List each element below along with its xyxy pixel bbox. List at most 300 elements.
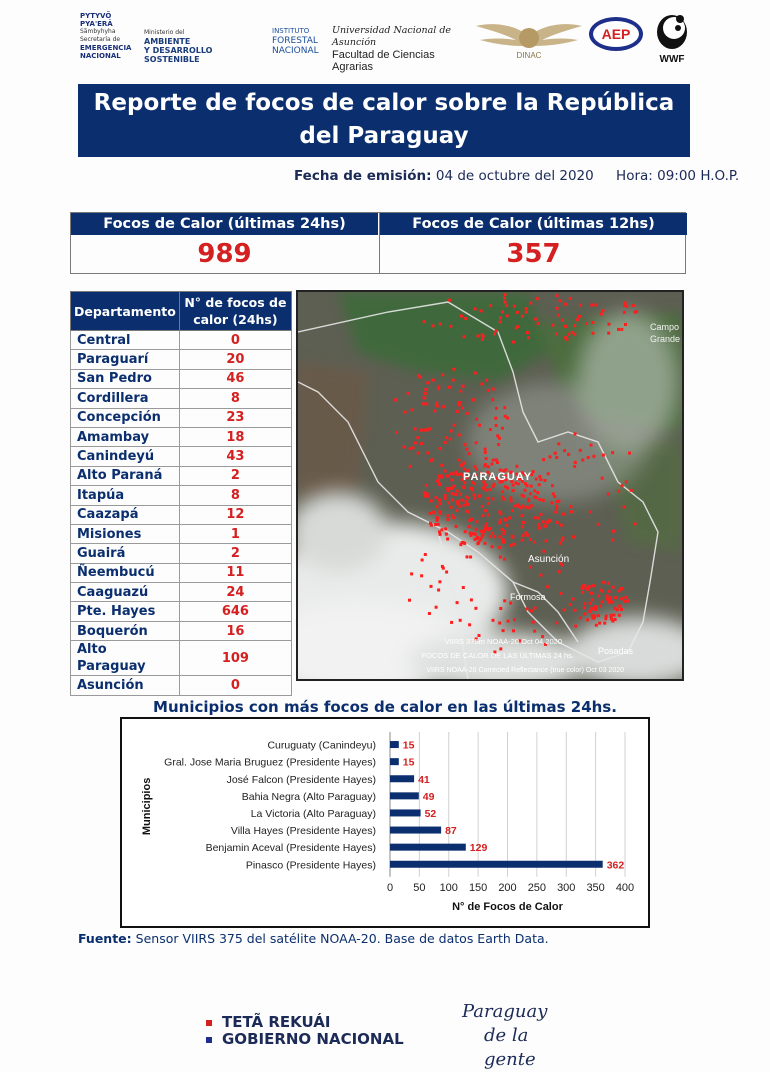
bar [390,809,421,816]
fire-spot [607,492,610,495]
fire-spot [521,539,524,542]
fire-spot [489,535,492,538]
fire-spot [590,304,593,307]
fire-spot [563,449,566,452]
fire-spot [435,606,438,609]
fire-spot [419,376,422,379]
fire-spot [453,424,456,427]
fire-spot [477,335,480,338]
fire-spot [478,494,481,497]
fire-spot [627,599,630,602]
fire-spot [624,596,627,599]
department-name: Cordillera [71,389,180,408]
fire-spot [583,602,586,605]
fire-spot [458,403,461,406]
fire-spot [484,525,487,528]
fire-spot [495,458,498,461]
fire-spot [591,598,594,601]
fire-spot [495,407,498,410]
fire-spot [468,525,471,528]
fire-spot [616,608,619,611]
fire-spot [503,518,506,521]
fire-spot [428,612,431,615]
fire-spot [527,499,530,502]
fire-spot [542,550,545,553]
table-row [71,544,292,563]
fire-spot [601,600,604,603]
logo-text: PYTYVÕ [80,12,112,20]
fire-spot [609,598,612,601]
data-label: 41 [418,773,430,786]
fire-spot [414,441,417,444]
fire-spot [521,514,524,517]
logo-text: Ministerio del [144,29,185,36]
fire-spot [430,499,433,502]
fire-spot [526,607,529,610]
fire-spot [609,614,612,617]
department-name: Caaguazú [71,583,180,602]
fire-spot [564,303,567,306]
fire-spot [510,499,513,502]
fire-spot [553,495,556,498]
map-label-grande: Grande [650,334,681,344]
bar [390,792,419,799]
fire-spot [447,514,450,517]
table-row [71,563,292,582]
fire-spot [407,392,410,395]
fire-spot [451,492,454,495]
table-row [71,447,292,466]
logo-text: INSTITUTO [272,27,310,35]
fire-spot [491,532,494,535]
fire-spot [611,601,614,604]
fire-spot [434,523,437,526]
fire-spot [583,584,586,587]
fire-spot [525,311,528,314]
fire-spot [459,543,462,546]
department-name: Concepción [71,408,180,427]
department-name: Central [71,331,180,350]
page-title: Reporte de focos de calor sobre la República del Paraguay [78,84,690,157]
fire-spot [499,556,502,559]
department-count: 16 [179,621,291,640]
fire-spot [444,497,447,500]
fire-spot [440,528,443,531]
fire-spot [409,447,412,450]
chart-title: Municipios con más focos de calor en las últimas 24hs. [153,698,617,716]
fire-spot [435,496,438,499]
fire-spot [498,535,501,538]
fire-spot [438,499,441,502]
fire-spot [554,452,557,455]
bar [390,861,603,868]
fire-spot [496,461,499,464]
fire-spot [559,592,562,595]
fire-spot [455,525,458,528]
department-count: 8 [179,389,291,408]
fire-spot [537,322,540,325]
x-tick-label: 350 [586,881,605,894]
fire-spot [583,613,586,616]
fire-spot [540,574,543,577]
fire-spot [604,617,607,620]
fire-spot [499,320,502,323]
fire-spot [570,510,573,513]
fire-spot [551,484,554,487]
fire-spot [468,623,471,626]
fire-spot [436,517,439,520]
fire-spot [624,600,627,603]
fire-spot [451,499,454,502]
fire-spot [506,314,509,317]
kpi-label: Focos de Calor (últimas 24hs) [71,213,378,235]
fire-spot [425,402,428,405]
fire-spot [529,538,532,541]
department-name: Guairá [71,544,180,563]
fire-spot [437,589,440,592]
fire-spot [481,338,484,341]
fire-spot [538,526,541,529]
fire-spot [597,614,600,617]
department-name: Alto Paraguay [71,641,180,676]
kpi-summary [70,212,686,274]
fire-spot [447,501,450,504]
fire-spot [592,617,595,620]
logo-text: Y DESARROLLO SOSTENIBLE [144,46,213,64]
gov-line2: GOBIERNO NACIONAL [222,1030,404,1048]
fire-spot [561,537,564,540]
fire-spot [435,505,438,508]
x-tick-label: 200 [498,881,517,894]
fire-spot [475,520,478,523]
fire-spot [569,603,572,606]
fire-spot [451,479,454,482]
chart-canvas [122,719,648,926]
fire-spot [538,475,541,478]
fire-spot [460,499,463,502]
fire-spot [448,386,451,389]
fire-spot [512,489,515,492]
fire-spot [411,408,414,411]
fire-spot [538,498,541,501]
fire-spot [555,507,558,510]
fire-spot [499,512,502,515]
category-label: Pinasco (Presidente Hayes) [245,859,376,872]
fire-spot [444,441,447,444]
fire-spot [481,383,484,386]
column-header-department: Departamento [71,292,180,331]
fire-spot [445,533,448,536]
fire-spot [595,624,598,627]
fire-spot [620,597,623,600]
fire-spot [542,520,545,523]
fire-spot [525,307,528,310]
emission-date: 04 de octubre del 2020 [435,168,594,184]
fire-spot [473,497,476,500]
fire-spot [439,483,442,486]
y-axis-label: Municipios [141,777,153,836]
fire-spot [438,580,441,583]
fire-spot [482,487,485,490]
emission-hour: Hora: 09:00 H.O.P. [616,168,740,184]
fire-spot [594,304,597,307]
department-name: Paraguarí [71,350,180,369]
fire-spot [459,390,462,393]
map-caption: VIIRS NOAA-20 Corrected Reflectance (true color) Oct 03 2020 [426,667,624,674]
fire-spot [417,452,420,455]
fire-spot [465,448,468,451]
fire-spot [467,497,470,500]
fire-spot [483,465,486,468]
fire-spot [522,495,525,498]
fire-spot [597,523,600,526]
fire-spot [449,438,452,441]
category-label: Villa Hayes (Presidente Hayes) [230,825,376,838]
fire-spot [567,453,570,456]
fire-spot [501,528,504,531]
fire-spot [395,431,398,434]
bar [390,775,414,782]
fire-spot [594,608,597,611]
fire-spot [532,470,535,473]
fire-spot [480,530,483,533]
fire-spot [505,524,508,527]
slogan-logo [462,1000,582,1072]
fire-spot [507,620,510,623]
fire-spot [512,543,515,546]
fire-spot [574,609,577,612]
fire-spot [545,539,548,542]
kpi-label: Focos de Calor (últimas 12hs) [380,213,687,235]
department-name: Pte. Hayes [71,602,180,621]
logo-text: FORESTAL [272,36,318,46]
fire-spot [513,618,516,621]
fire-spot [579,616,582,619]
fire-spot [547,472,550,475]
fire-spot [597,595,600,598]
fire-spot [447,518,450,521]
fire-spot [441,373,444,376]
fire-spot [579,304,582,307]
fire-spot [473,493,476,496]
fire-spot [504,301,507,304]
fire-spot [475,528,478,531]
fire-spot [546,585,549,588]
table-row [71,369,292,388]
fire-spot [503,406,506,409]
fire-spot [458,505,461,508]
fire-spot [514,505,517,508]
fire-spot [488,527,491,530]
map-canvas [298,292,682,679]
department-count: 2 [179,466,291,485]
fire-spot [600,312,603,315]
category-label: La Victoria (Alto Paraguay) [250,807,376,820]
fire-spot [612,530,615,533]
column-header-count: N° de focos de calor (24hs) [179,292,291,331]
fire-spot [408,599,411,602]
fire-spot [444,527,447,530]
fire-spot [618,605,621,608]
fire-spot [475,537,478,540]
table-row [71,408,292,427]
fire-spot [455,509,458,512]
fire-spot [492,619,495,622]
fire-spot [530,485,533,488]
data-label: 129 [469,842,488,855]
fire-spot [499,316,502,319]
fire-spot [590,592,593,595]
fire-spot [462,486,465,489]
table-row [71,466,292,485]
fire-spot [537,517,540,520]
fire-spot [465,503,468,506]
category-label: Gral. Jose Maria Bruguez (Presidente Hayes) [164,756,376,769]
fire-spot [452,368,455,371]
fire-spot [467,511,470,514]
table-row [71,524,292,543]
bar-chart [120,717,650,928]
fire-spot [533,489,536,492]
fire-spot [592,332,595,335]
department-count: 24 [179,583,291,602]
department-count: 23 [179,408,291,427]
fire-spot [557,442,560,445]
gov-logo [206,1014,404,1048]
fire-spot [423,491,426,494]
table-row [71,602,292,621]
fire-spot [456,410,459,413]
fire-spot [611,620,614,623]
fire-spot [489,488,492,491]
fire-spot [409,465,412,468]
fire-spot [426,451,429,454]
fire-spot [499,519,502,522]
table-row [71,505,292,524]
emission-label: Fecha de emisión: [294,168,432,184]
fire-spot [460,315,463,318]
department-name: Boquerón [71,621,180,640]
fire-spot [439,533,442,536]
table-row [71,389,292,408]
fire-spot [625,480,628,483]
source-text: Sensor VIIRS 375 del satélite NOAA-20. Base de datos Earth Data. [135,931,549,946]
department-count: 109 [179,641,291,676]
fire-spot [489,428,492,431]
fire-spot [555,332,558,335]
fire-spot [450,506,453,509]
logo-text: Sãmbyhyha [80,28,116,35]
fire-spot [464,317,467,320]
fire-spot [586,618,589,621]
fire-spot [426,492,429,495]
logo-text: Universidad Nacional de Asunción [332,25,452,48]
fire-spot [572,598,575,601]
table-row [71,621,292,640]
fire-spot [535,496,538,499]
fire-spot [497,443,500,446]
department-name: Canindeyú [71,447,180,466]
fire-spot [416,436,419,439]
fire-spot [476,542,479,545]
fire-spot [621,484,624,487]
fire-spot [474,465,477,468]
fire-spot [394,398,397,401]
fire-spot [475,441,478,444]
fire-spot [607,323,610,326]
slogan-line2: de la gente [484,1025,536,1070]
fire-spot [630,489,633,492]
satellite-map [296,290,684,681]
fire-spot [612,586,615,589]
fire-spot [492,459,495,462]
logo-aep [588,16,644,52]
x-tick-label: 50 [413,881,426,894]
fire-spot [556,294,559,297]
fire-spot [484,509,487,512]
aep-label: AEP [601,26,631,42]
department-count: 8 [179,486,291,505]
department-name: Alto Paraná [71,466,180,485]
fire-spot [469,556,472,559]
fire-spot [512,484,515,487]
bar [390,758,399,765]
fire-spot [491,497,494,500]
fire-spot [530,504,533,507]
fire-spot [448,299,451,302]
fire-spot [501,490,504,493]
fire-spot [499,647,502,650]
fire-spot [539,478,542,481]
fire-spot [451,514,454,517]
fire-spot [429,522,432,525]
fire-spot [522,534,525,537]
fire-spot [544,525,547,528]
map-caption: FOCOS DE CALOR DE LAS ÚLTIMAS 24 hs. [421,651,574,660]
fire-spot [590,444,593,447]
fire-spot [412,446,415,449]
fire-spot [506,487,509,490]
fire-spot [578,315,581,318]
fire-spot [449,325,452,328]
x-axis-label: N° de Focos de Calor [452,900,563,913]
fire-spot [466,412,469,415]
fire-spot [509,602,512,605]
kpi-value: 357 [506,239,561,269]
fire-spot [569,505,572,508]
table-row [71,350,292,369]
fire-spot [426,381,429,384]
fire-spot [433,511,436,514]
department-count: 2 [179,544,291,563]
emission-info [294,168,739,184]
x-tick-label: 300 [557,881,576,894]
fire-spot [549,455,552,458]
fire-spot [522,521,525,524]
fire-spot [424,392,427,395]
fire-spot [462,586,465,589]
fire-spot [455,471,458,474]
fire-spot [459,464,462,467]
map-label-paraguay: PARAGUAY [463,471,533,483]
fire-spot [420,442,423,445]
logo-text: NACIONAL [272,46,319,56]
fire-spot [573,324,576,327]
fire-spot [474,307,477,310]
source-label: Fuente: [78,931,132,946]
bar [390,741,399,748]
department-count: 12 [179,505,291,524]
